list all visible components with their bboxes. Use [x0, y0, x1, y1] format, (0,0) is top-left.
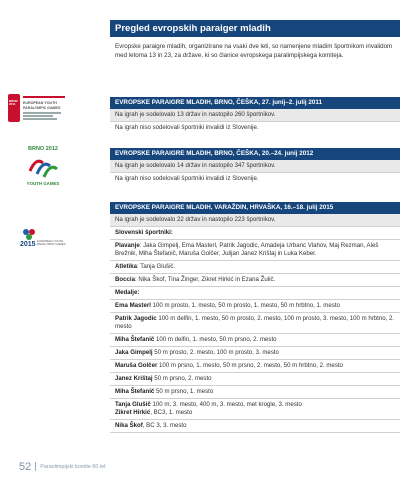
logo-line-1: EUROPEAN YOUTH — [23, 101, 57, 105]
section-2011-row-1: Na igrah je sodelovalo 13 držav in nastopilo 260 športnikov. — [110, 109, 400, 121]
section-2012-title: EVROPSKE PARAIGRE MLADIH, BRNO, ČEŠKA, 20.–24. junij 2012 — [110, 148, 400, 160]
logo-caption: EUROPEAN YOUTH PARALYMPIC GAMES — [37, 239, 66, 247]
logo-line-2: PARALYMPIC GAMES — [23, 106, 61, 110]
brno-2011-logo — [8, 94, 66, 124]
sport-boccia — [110, 274, 400, 286]
page-title: Pregled evropskih paraiger mladih — [110, 20, 400, 37]
logo-year: BRNO 2011 — [9, 99, 18, 107]
page-number: 52 — [19, 461, 32, 473]
footer-text: Paraolimpijski komite 60 let — [40, 464, 106, 470]
logo-year: 2015 — [20, 241, 36, 248]
medal-row: Jaka Gimpelj 50 m prosto, 2. mesto, 100 m prosto, 3. mesto — [115, 348, 279, 356]
medal-row: Janez Krištaj 50 m prsno, 2. mesto — [115, 374, 212, 382]
medals-heading: Medalje: — [115, 288, 140, 296]
sport-athletes: : Nika Škof, Tina Žinger, Zikret Hirkić in Ezana Žulič. — [134, 275, 276, 283]
section-2012-row-1: Na igrah je sodelovalo 14 držav in nastopilo 347 športnikov. — [110, 160, 400, 172]
sport-swimming — [110, 240, 400, 260]
logo-caption: YOUTH GAMES — [26, 181, 60, 186]
logo-year: BRNO 2012 — [28, 146, 58, 152]
footer-separator — [35, 462, 36, 471]
section-2012-row-2: Na igrah niso sodelovali športniki invalidi iz Slovenije. — [115, 174, 259, 182]
brno-2012-logo — [20, 146, 66, 190]
medal-row: Maruša Golčer 100 m prsno, 1. mesto, 50 m prsno, 2. mesto, 50 m hrbtno, 2. mesto — [115, 361, 343, 369]
sport-athletes: : Jaka Gimpelj, Ema Masterl, Patrik Jagodic, Amadeja Urbanc Vlahov, Maj Rezman, Aleš Brežnik, Miha Štefanič, Maruša Golčer, Julijan Janez Krištaj in Luka Keber. — [115, 241, 379, 258]
sport-label: Plavanje — [115, 241, 140, 249]
section-2015-title: EVROPSKE PARAIGRE MLADIH, VARAŽDIN, HRVAŠKA, 16.–18. julij 2015 — [110, 202, 400, 214]
athletes-heading: Slovenski športniki: — [115, 228, 173, 236]
medal-row: Nika Škof, BC 3, 3. mesto — [115, 421, 187, 429]
section-2011-row-2: Na igrah niso sodelovali športniki invalidi iz Slovenije. — [115, 123, 259, 131]
sport-athletes: : Tanja Glušič. — [137, 262, 176, 270]
divider — [110, 432, 400, 433]
varazdin-2015-logo — [20, 228, 70, 258]
paralympic-agitos-icon — [26, 153, 60, 179]
medal-row: Patrik Jagodic 100 m delfin, 1. mesto, 50 m prosto, 2. mesto, 100 m prosto, 3. mesto, 100 m hrbtno, 2. mesto — [115, 314, 395, 331]
sport-label: Atletika — [115, 262, 138, 270]
page-footer — [19, 461, 106, 473]
medal-row: Ema Masterl 100 m prosto, 1. mesto, 50 m prosto, 1. mesto, 50 m hrbtno, 1. mesto — [115, 301, 340, 309]
sport-label: Boccia — [115, 275, 135, 283]
sport-athletics — [110, 261, 400, 273]
medal-row: Miha Štefanič 50 m prsno, 1. mesto — [115, 387, 214, 395]
medal-row: Miha Štefanič 100 m delfin, 1. mesto, 50 m prsno, 2. mesto — [115, 335, 277, 343]
medal-row: Tanja Glušič 100 m, 3. mesto, 400 m, 3. mesto, met krogle, 3. mesto Zikret Hirkić, BC3, 1. mesto — [115, 400, 302, 417]
varazdin-emblem-icon — [22, 228, 36, 240]
section-2015-intro: Na igrah je sodelovalo 22 držav in nastopilo 223 športnikov. — [110, 214, 400, 226]
section-2011-title: EVROPSKE PARAIGRE MLADIH, BRNO, ČEŠKA, 27. junij–2. julij 2011 — [110, 97, 400, 109]
intro-paragraph: Evropske paraigre mladih, organizirane na vsaki dve leti, so namenjene mladim športnikom invalidom med letoma 13 in 23, za države, ki so članice evropskega paralimpijskega komiteja. — [115, 43, 393, 60]
